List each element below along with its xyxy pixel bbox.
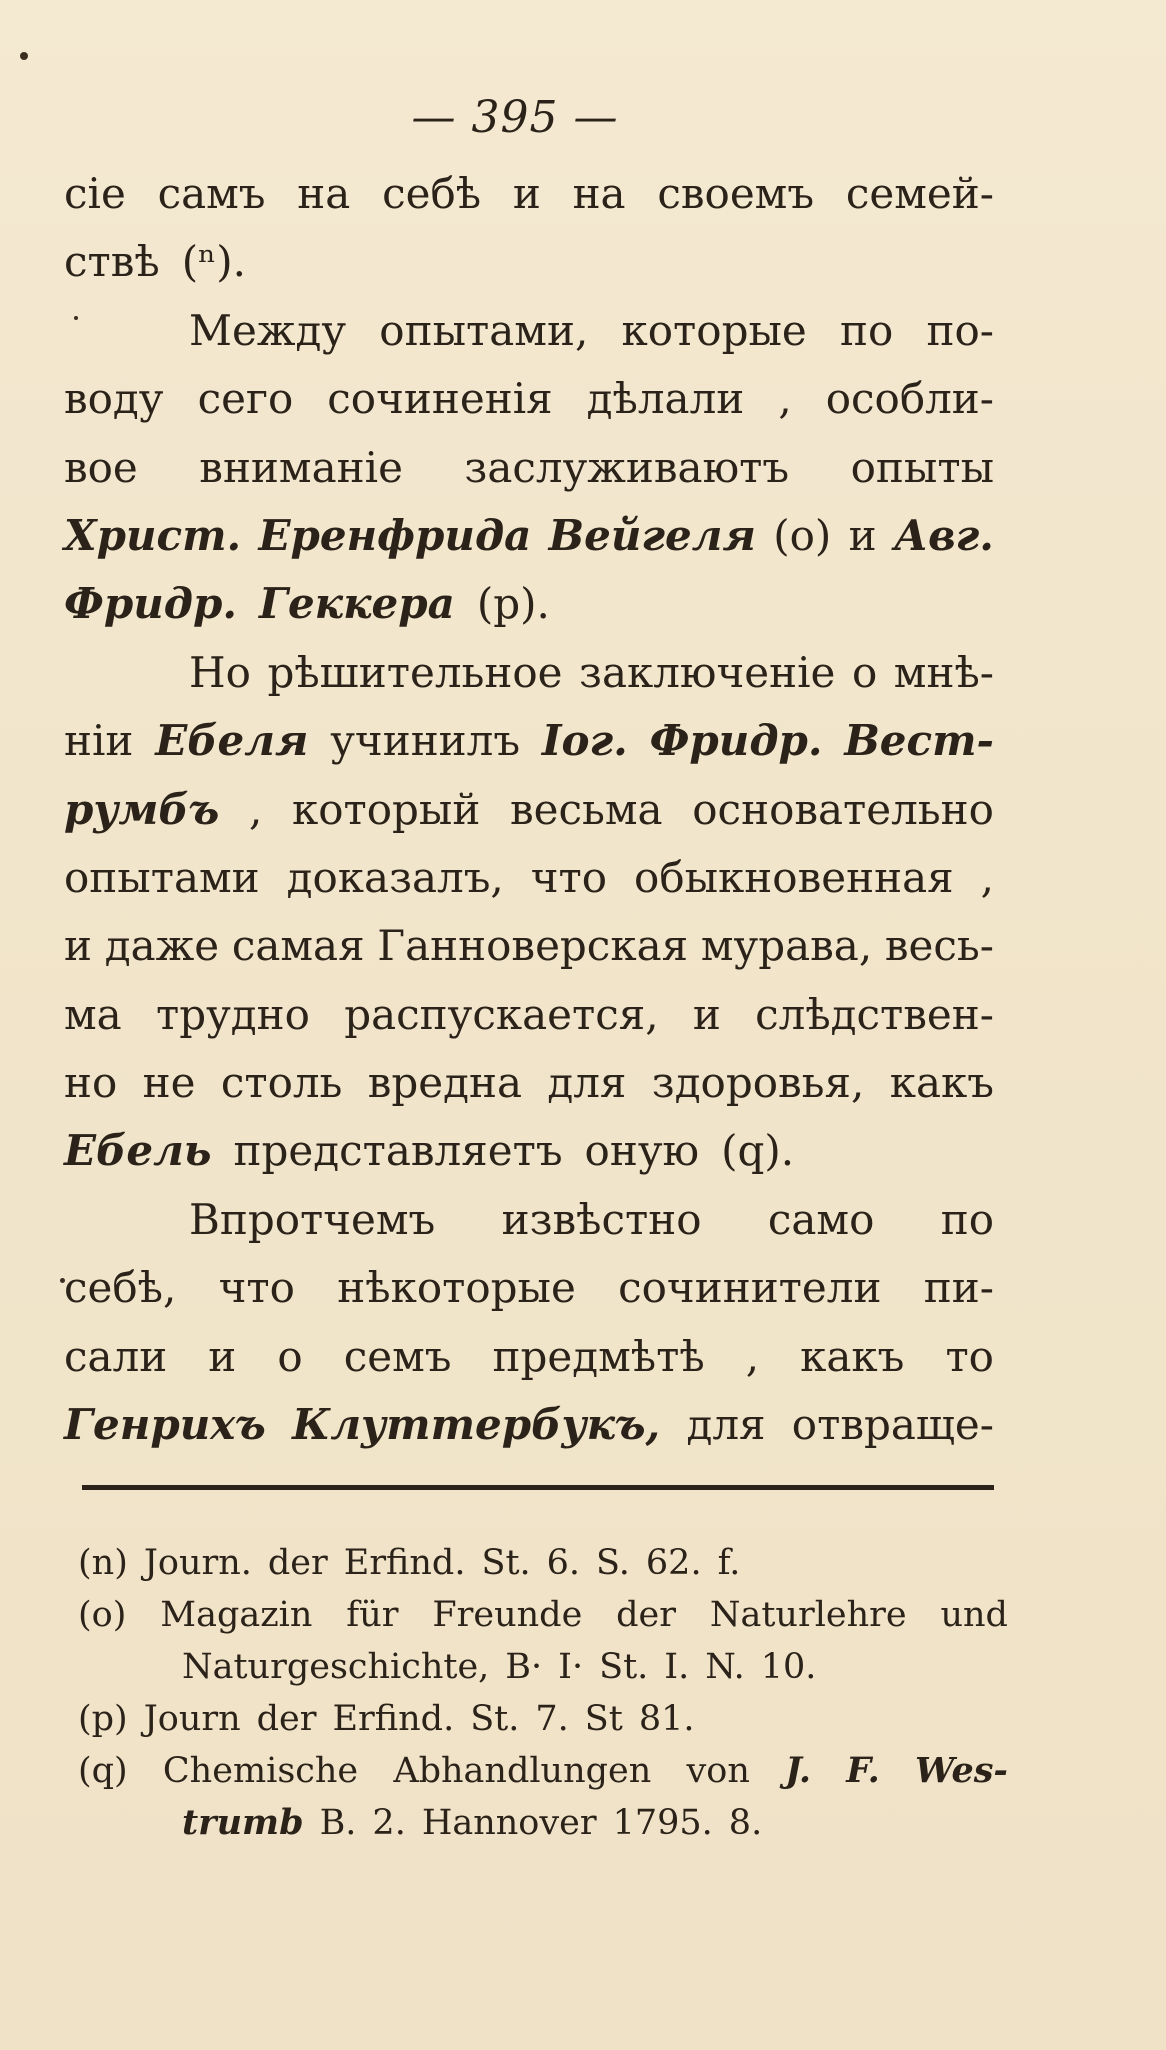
word: даже	[104, 921, 220, 971]
page-number: — 395 —	[411, 92, 619, 143]
word: что	[530, 852, 608, 902]
word: (p)	[78, 1699, 128, 1739]
word: учинилъ	[330, 716, 521, 766]
word: Erfind.	[332, 1699, 455, 1739]
word: извѣстно	[501, 1194, 702, 1244]
word: (o)	[773, 510, 832, 560]
word: ствѣ	[64, 237, 160, 287]
word: 2.	[372, 1803, 406, 1843]
word: заключеніе	[579, 647, 836, 697]
word: предмѣтѣ	[492, 1331, 705, 1381]
word: (p).	[476, 579, 550, 629]
word: румбъ	[64, 784, 220, 834]
text-line	[64, 1323, 994, 1391]
word: о	[277, 1331, 303, 1381]
word: особли-	[825, 374, 994, 424]
word: и	[208, 1331, 237, 1381]
word: Naturgeschichte,	[182, 1647, 490, 1687]
word: сіе	[64, 169, 126, 218]
word: Ебеля	[155, 716, 309, 766]
word: von	[686, 1751, 750, 1791]
word: 10.	[760, 1647, 817, 1687]
word: какъ	[889, 1058, 994, 1108]
word: нѣкоторые	[337, 1263, 576, 1313]
word: вое	[64, 442, 138, 492]
word: St.	[470, 1699, 520, 1739]
word: der	[267, 1543, 328, 1583]
footnote-divider	[82, 1485, 994, 1490]
footnote-line	[78, 1641, 1008, 1693]
word: что	[218, 1263, 295, 1313]
text-line	[64, 365, 994, 433]
word: трудно	[155, 989, 310, 1039]
footnote-line	[78, 1745, 1008, 1797]
word: Клуттербукъ,	[292, 1400, 661, 1450]
word: Іог.	[541, 716, 628, 766]
word: (o)	[78, 1595, 127, 1635]
word: Между	[189, 305, 347, 355]
word: (q)	[78, 1751, 128, 1791]
word: Freunde	[432, 1595, 583, 1635]
word: Ебель	[64, 1126, 212, 1176]
word: на	[297, 169, 351, 218]
word: которые	[621, 305, 807, 355]
word: Но	[189, 647, 251, 697]
word: само	[767, 1194, 875, 1244]
word: für	[346, 1595, 399, 1635]
word: слѣдствен-	[755, 989, 994, 1039]
word: обыкновенная	[634, 852, 954, 902]
word: und	[940, 1595, 1008, 1635]
word: Naturlehre	[709, 1595, 907, 1635]
word: f.	[717, 1543, 741, 1583]
word: I·	[558, 1647, 584, 1687]
word: (q).	[721, 1126, 795, 1176]
word: der	[616, 1595, 677, 1635]
word: Геккера	[258, 579, 455, 629]
text-line	[64, 570, 994, 638]
word: какъ	[800, 1331, 905, 1381]
footnote-line	[78, 1589, 1008, 1641]
word: вредна	[367, 1058, 523, 1108]
word: B·	[505, 1647, 543, 1687]
word: и	[848, 510, 877, 560]
footnote-line	[78, 1693, 1008, 1745]
word: столь	[220, 1058, 343, 1108]
word: Еренфрида	[258, 510, 532, 560]
word: семъ	[343, 1331, 452, 1381]
word: основательно	[692, 784, 994, 834]
word: Abhandlungen	[393, 1751, 652, 1791]
word: Впротчемъ	[189, 1194, 436, 1244]
word: пи-	[923, 1263, 994, 1313]
text-line	[64, 1391, 994, 1459]
word: der	[256, 1699, 317, 1739]
text-line	[64, 776, 994, 844]
word: 7.	[535, 1699, 569, 1739]
word: заслуживаютъ	[464, 442, 790, 492]
text-line	[64, 297, 994, 365]
word: Chemische	[162, 1751, 359, 1791]
word: опыты	[850, 442, 994, 492]
word: для	[547, 1058, 627, 1108]
word: Фридр.	[649, 716, 823, 766]
footnote-line	[78, 1797, 1008, 1849]
ink-speck	[20, 52, 28, 60]
word: Hannover	[421, 1803, 597, 1843]
text-line	[64, 639, 994, 707]
text-line	[64, 1049, 994, 1117]
word: отвраще-	[791, 1400, 994, 1450]
word: ,	[778, 374, 792, 424]
text-line	[64, 228, 994, 296]
word: себѣ,	[64, 1263, 177, 1313]
word: 62.	[645, 1543, 702, 1583]
word: B.	[319, 1803, 357, 1843]
word: St.	[481, 1543, 531, 1583]
word: здоровья,	[651, 1058, 865, 1108]
word: распускается,	[344, 989, 659, 1039]
word: о	[851, 647, 878, 697]
word: S.	[596, 1543, 630, 1583]
word: оную	[584, 1126, 700, 1176]
word: рѣшительное	[267, 647, 563, 697]
word: дѣлали	[586, 374, 745, 424]
word: (ⁿ).	[181, 237, 247, 287]
word: ,	[980, 852, 994, 902]
word: но	[64, 1058, 118, 1108]
text-line	[64, 912, 994, 980]
word: то	[945, 1331, 994, 1381]
body-text	[64, 160, 994, 1459]
word: Генрихъ	[64, 1400, 266, 1450]
word: который	[291, 784, 481, 834]
word: 81.	[638, 1699, 695, 1739]
text-line	[64, 160, 994, 228]
word: представляетъ	[233, 1126, 563, 1176]
word: 8.	[728, 1803, 763, 1843]
word: опытами	[64, 852, 260, 902]
word: ,	[745, 1331, 760, 1381]
word: Ганноверская	[377, 921, 689, 971]
word: I.	[664, 1647, 690, 1687]
word: Journ	[143, 1699, 241, 1739]
word: ,	[248, 784, 263, 834]
word: F.	[846, 1750, 880, 1791]
text-line	[64, 981, 994, 1049]
word: ма	[64, 989, 122, 1039]
word: самъ	[157, 169, 266, 218]
word: по	[839, 305, 894, 355]
word: и	[512, 169, 541, 218]
word: и	[692, 989, 721, 1039]
word: сали	[64, 1331, 168, 1381]
word: доказалъ,	[286, 852, 504, 902]
text-line	[64, 1186, 994, 1254]
text-line	[64, 1117, 994, 1185]
text-line	[64, 707, 994, 775]
word: Фридр.	[64, 579, 237, 629]
text-line	[64, 844, 994, 912]
word: Авг.	[893, 510, 994, 560]
word: (n)	[78, 1543, 128, 1583]
word: trumb	[182, 1802, 304, 1843]
word: для	[686, 1400, 766, 1450]
word: N.	[705, 1647, 745, 1687]
word: опытами,	[379, 305, 589, 355]
word: семей-	[845, 169, 994, 218]
word: ніи	[64, 716, 134, 766]
word: 6.	[546, 1543, 581, 1583]
word: весьма	[510, 784, 663, 834]
word: St.	[599, 1647, 649, 1687]
word: мнѣ-	[893, 647, 994, 697]
word: на	[572, 169, 626, 218]
word: по-	[926, 305, 994, 355]
text-line	[64, 1254, 994, 1322]
word: воду	[64, 374, 164, 424]
word: себѣ	[382, 169, 482, 218]
word: St	[584, 1699, 623, 1739]
word: своемъ	[657, 169, 815, 218]
word: сего	[197, 374, 294, 424]
word: по	[940, 1194, 994, 1244]
text-line	[64, 434, 994, 502]
word: сочинители	[618, 1263, 882, 1313]
word: Wes-	[915, 1750, 1008, 1791]
word: Erfind.	[343, 1543, 466, 1583]
word: вниманіе	[199, 442, 403, 492]
word: Вейгеля	[548, 510, 756, 560]
word: сочиненія	[327, 374, 553, 424]
footnotes	[78, 1537, 1008, 1849]
word: Вест-	[844, 716, 994, 766]
word: весь-	[884, 921, 994, 971]
word: Magazin	[160, 1595, 313, 1635]
word: и	[64, 921, 92, 971]
word: самая	[231, 921, 365, 971]
word: не	[142, 1058, 196, 1108]
word: мурава,	[700, 921, 873, 971]
word: 1795.	[612, 1803, 713, 1843]
word: J.	[785, 1750, 812, 1791]
word: Journ.	[143, 1543, 252, 1583]
word: Христ.	[64, 510, 242, 560]
footnote-line	[78, 1537, 1008, 1589]
text-line	[64, 502, 994, 570]
